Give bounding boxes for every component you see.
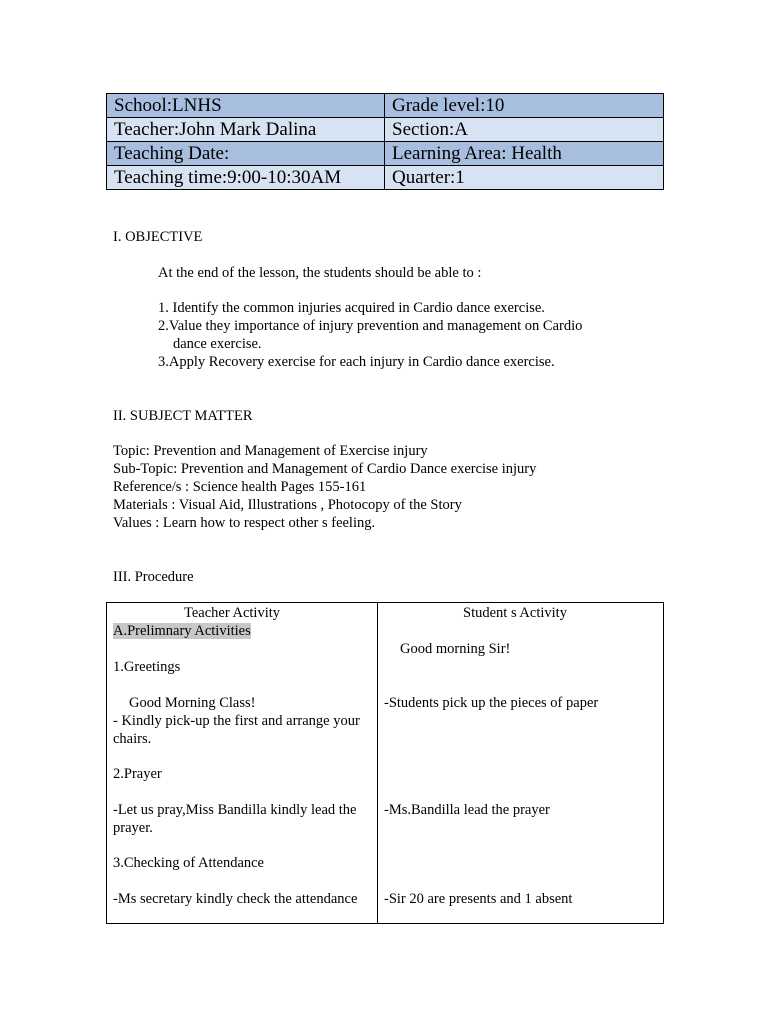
objective-intro: At the end of the lesson, the students should be able to : <box>158 265 482 281</box>
student-attendance-response: -Sir 20 are presents and 1 absent <box>384 891 573 907</box>
teacher-cell: Teacher:John Mark Dalina <box>107 118 385 142</box>
subject-topic: Topic: Prevention and Management of Exercise injury <box>113 443 428 459</box>
header-info-table <box>106 93 664 190</box>
learning-area-cell: Learning Area: Health <box>385 142 664 166</box>
teacher-prayer-instruction: -Let us pray,Miss Bandilla kindly lead the prayer. <box>113 802 357 836</box>
attendance-label: 3.Checking of Attendance <box>113 855 264 871</box>
section-cell: Section:A <box>385 118 664 142</box>
teacher-pickup-instruction: - Kindly pick-up the first and arrange your chairs. <box>113 713 360 747</box>
header-row-school <box>107 94 664 118</box>
teacher-activity-header: Teacher Activity <box>183 605 280 621</box>
prayer-label: 2.Prayer <box>113 766 162 782</box>
subject-references: Reference/s : Science health Pages 155-161 <box>113 479 367 495</box>
student-pickup-response: -Students pick up the pieces of paper <box>384 695 599 711</box>
objective-item-3: 3.Apply Recovery exercise for each injury in Cardio dance exercise. <box>158 354 555 370</box>
greetings-label: 1.Greetings <box>113 659 181 675</box>
header-row-time <box>107 166 664 190</box>
header-row-teacher <box>107 118 664 142</box>
student-prayer-response: -Ms.Bandilla lead the prayer <box>384 802 550 818</box>
teacher-good-morning: Good Morning Class! <box>129 695 256 711</box>
teacher-activity-column <box>107 603 378 924</box>
subject-subtopic: Sub-Topic: Prevention and Management of Cardio Dance exercise injury <box>113 461 537 477</box>
procedure-heading: III. Procedure <box>113 569 194 585</box>
teaching-time-cell: Teaching time:9:00-10:30AM <box>107 166 385 190</box>
school-cell: School:LNHS <box>107 94 385 118</box>
subject-matter-heading: II. SUBJECT MATTER <box>113 408 253 424</box>
grade-level-cell: Grade level:10 <box>385 94 664 118</box>
teaching-date-cell: Teaching Date: <box>107 142 385 166</box>
header-row-date <box>107 142 664 166</box>
teacher-attendance-instruction: -Ms secretary kindly check the attendance <box>113 891 358 907</box>
procedure-table <box>106 602 664 924</box>
student-activity-column <box>378 603 664 924</box>
objective-item-1: 1. Identify the common injuries acquired in Cardio dance exercise. <box>158 300 545 316</box>
objective-item-2-cont: dance exercise. <box>173 336 262 352</box>
objective-item-2: 2.Value they importance of injury prevention and management on Cardio <box>158 318 583 334</box>
objective-heading: I. OBJECTIVE <box>113 229 203 245</box>
student-good-morning: Good morning Sir! <box>400 641 511 657</box>
subject-materials: Materials : Visual Aid, Illustrations , Photocopy of the Story <box>113 497 462 513</box>
student-activity-header: Student s Activity <box>463 605 567 621</box>
preliminary-activities-label: A.Prelimnary Activities <box>113 623 251 639</box>
subject-values: Values : Learn how to respect other s feeling. <box>113 515 376 531</box>
quarter-cell: Quarter:1 <box>385 166 664 190</box>
